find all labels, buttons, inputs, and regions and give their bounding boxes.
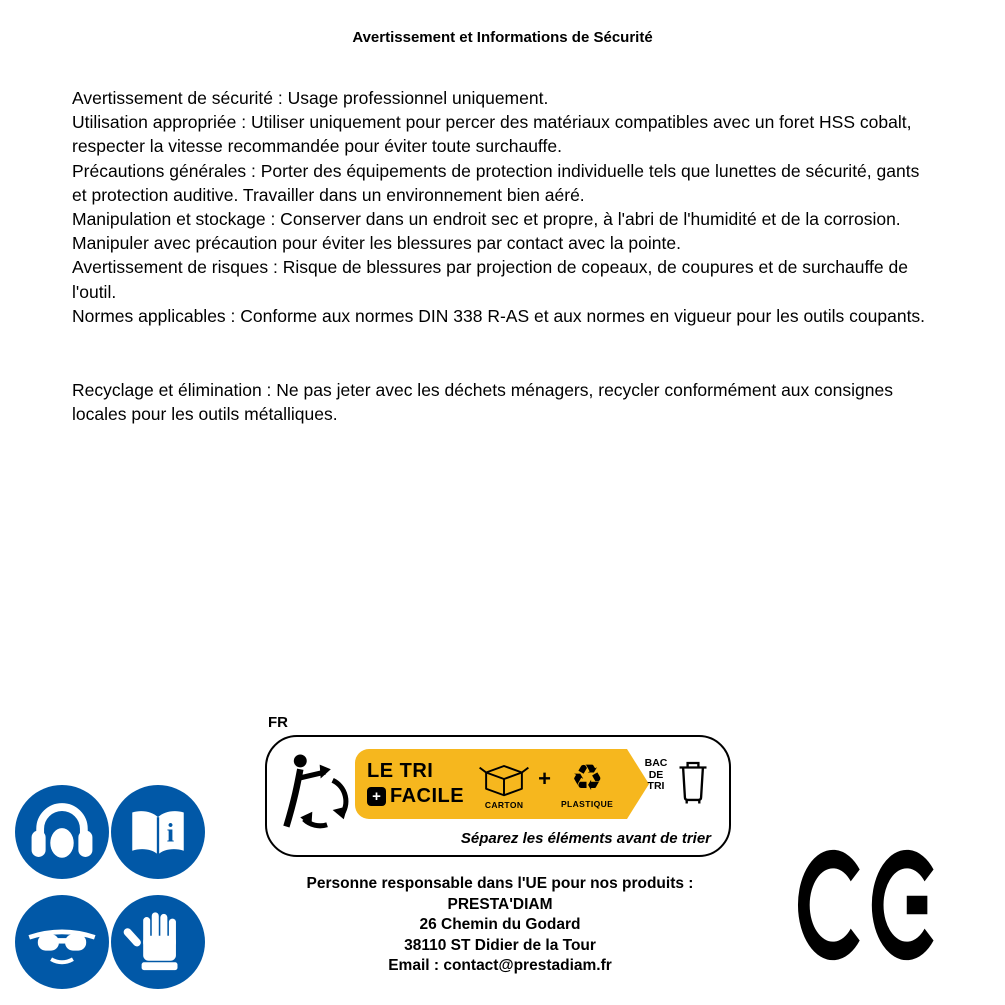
le-tri-facile-logo <box>355 760 472 808</box>
read-instruction-manual-icon <box>111 785 205 879</box>
brand-top-text: LE TRI <box>367 760 434 782</box>
address-city: 38110 ST Didier de la Tour <box>404 936 596 954</box>
le-tri-facile-banner <box>355 749 627 819</box>
carton-material <box>478 759 530 810</box>
responsible-person-block <box>250 874 750 977</box>
contact-email: Email : contact@prestadiam.fr <box>388 957 612 974</box>
address-street: 26 Chemin du Godard <box>419 916 581 933</box>
sorting-tagline: Séparez les éléments avant de trier <box>460 830 711 847</box>
plastique-label: PLASTIQUE <box>560 798 614 809</box>
safety-text-block <box>72 86 938 426</box>
fr-country-code: FR <box>268 714 288 731</box>
bin-word: BAC <box>644 757 668 769</box>
company-name: PRESTA'DIAM <box>447 895 553 913</box>
brand-bottom-row <box>367 785 464 808</box>
mandatory-safety-icons <box>15 785 205 989</box>
safety-paragraph: Avertissement de risques : Risque de blessures par projection de copeaux, de coupures et de surchauffe de l'outil. <box>72 257 908 302</box>
carton-label: CARTON <box>484 799 524 810</box>
page-title: Avertissement et Informations de Sécurité <box>352 29 653 46</box>
safety-paragraph: Utilisation appropriée : Utiliser uniquement pour percer des matériaux compatibles avec un foret HSS cobalt, respecter la vitesse recommandée pour éviter toute surchauffe. <box>72 112 912 157</box>
safety-paragraph: Précautions générales : Porter des équipements de protection individuelle tels que lunettes de sécurité, gants et protection auditive. Travailler dans un environnement bien aéré. <box>72 160 920 205</box>
bin-word: TRI <box>647 780 665 792</box>
wear-protective-gloves-icon <box>111 895 205 989</box>
safety-paragraph: Avertissement de sécurité : Usage professionnel uniquement. <box>72 88 549 108</box>
safety-paragraph: Manipulation et stockage : Conserver dans un endroit sec et propre, à l'abri de l'humidité et de la corrosion. Manipuler avec précaution pour éviter les blessures par contact avec la pointe. <box>72 209 901 254</box>
bac-de-tri-label <box>637 758 675 793</box>
glove-glyph <box>119 903 197 981</box>
safety-goggles-glyph <box>23 903 101 981</box>
ear-muffs-glyph <box>23 793 101 871</box>
ce-marking <box>796 849 938 961</box>
plus-glyph: + <box>372 788 381 805</box>
bin-word: DE <box>648 768 664 781</box>
open-book-glyph <box>119 793 197 871</box>
plastique-material <box>560 757 614 809</box>
plus-icon <box>367 787 386 806</box>
recycling-symbol-icon: ♻ <box>570 757 604 799</box>
plus-separator: + <box>538 766 551 791</box>
sorting-bin-icon <box>675 753 711 809</box>
carton-box-icon <box>478 759 530 799</box>
responsible-heading: Personne responsable dans l'UE pour nos produits : <box>306 875 694 892</box>
brand-bottom-text: FACILE <box>390 785 465 807</box>
triman-icon <box>279 749 353 845</box>
safety-paragraph: Normes applicables : Conforme aux normes DIN 338 R-AS et aux normes en vigueur pour les outils coupants. <box>72 305 926 326</box>
svg-text:i: i <box>166 817 175 848</box>
safety-paragraph: Recyclage et élimination : Ne pas jeter avec les déchets ménagers, recycler conformément aux consignes locales pour les outils métalliques. <box>72 380 893 425</box>
wear-eye-protection-icon <box>15 895 109 989</box>
wear-ear-protection-icon <box>15 785 109 879</box>
recycling-instructions-label <box>265 735 731 857</box>
